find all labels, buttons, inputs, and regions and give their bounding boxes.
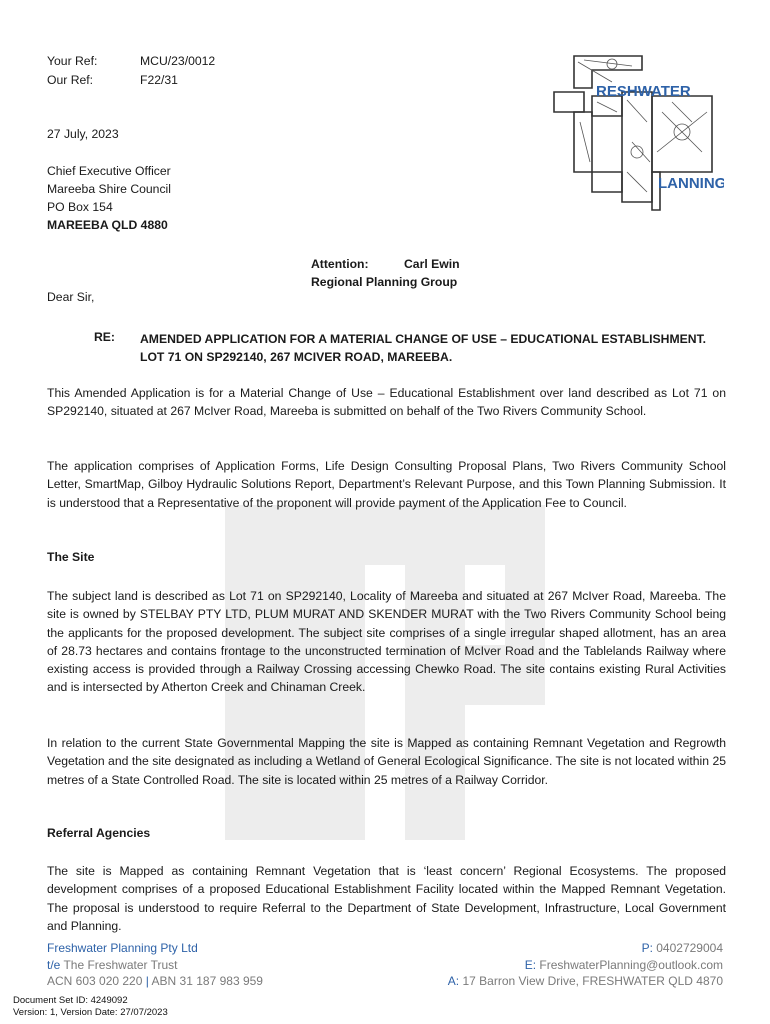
- svg-text:RESHWATER: RESHWATER: [596, 83, 691, 100]
- footer-email[interactable]: FreshwaterPlanning@outlook.com: [539, 957, 723, 972]
- attention-block: [311, 255, 460, 291]
- paragraph-intro: This Amended Application is for a Material Change of Use – Educational Establishment over land described as Lot 71 on SP292140, situated at 267 McIver Road, Mareeba is submitted on behalf of the Two Rivers Community School.: [47, 386, 726, 419]
- freshwater-planning-logo: [552, 52, 724, 212]
- recipient-address: [47, 162, 171, 234]
- footer-phone[interactable]: 0402729004: [656, 941, 723, 955]
- docset-version: Version: 1, Version Date: 27/07/2023: [13, 1007, 168, 1018]
- document-set-stamp: [13, 995, 168, 1019]
- footer-company: Freshwater Planning Pty Ltd: [47, 941, 198, 955]
- footer-abn: ABN 31 187 983 959: [151, 974, 263, 988]
- footer-phone-label: P:: [641, 941, 653, 955]
- your-ref-label: Your Ref:: [47, 54, 98, 68]
- re-line: LOT 71 ON SP292140, 267 MCIVER ROAD, MAREEBA.: [140, 350, 453, 364]
- logo-mark-icon: [552, 52, 724, 212]
- re-label: RE:: [94, 330, 115, 344]
- heading-the-site: The Site: [47, 550, 95, 564]
- paragraph-site: The subject land is described as Lot 71 on SP292140, Locality of Mareeba and situated at 267 McIver Road, Mareeba. The site is owned by STELBAY PTY LTD, PLUM MURAT AND SKENDER MURAT with the Two Rivers Community School being the applicants for the proposed development. The subject site comprises of a single irregular shaped allotment, has an area of 28.73 hectares and contains frontage to the unconstructed termination of McIver Road and the Tablelands Railway where existing access is provided through a Railway Crossing accessing Chewko Road. The site contains existing Rural Activities and is intersected by Atherton Creek and Chinaman Creek.: [47, 589, 726, 695]
- paragraph-application: The application comprises of Application Forms, Life Design Consulting Proposal Plans, Two Rivers Community School Letter, SmartMap, Gilboy Hydraulic Solutions Report, Department’s Relevant Purpose, and this Town Planning Submission. It is understood that a Representative of the proponent will provide payment of the Application Fee to Council.: [47, 459, 726, 510]
- recipient-line: PO Box 154: [47, 200, 113, 214]
- paragraph-mapping: In relation to the current State Governmental Mapping the site is Mapped as containing Remnant Vegetation and Regrowth Vegetation and the site designated as including a Wetland of General Ecological Significance. The site is not located within 25 metres of a State Controlled Road. The site is located within 25 metres of a Railway Corridor.: [47, 736, 726, 787]
- our-ref-label: Our Ref:: [47, 73, 94, 87]
- footer-email-label: E:: [524, 957, 537, 972]
- re-subject: [140, 330, 730, 366]
- footer-address: 17 Barron View Drive, FRESHWATER QLD 4870: [462, 974, 723, 988]
- footer-contact-block: [448, 940, 723, 990]
- footer-trust: The Freshwater Trust: [63, 957, 178, 972]
- attention-name: Carl Ewin: [404, 257, 460, 271]
- your-ref-value: MCU/23/0012: [140, 54, 216, 68]
- recipient-line: Chief Executive Officer: [47, 164, 171, 178]
- footer-acn: ACN 603 020 220: [47, 974, 143, 988]
- recipient-line: Mareeba Shire Council: [47, 182, 171, 196]
- attention-group: Regional Planning Group: [311, 275, 458, 289]
- footer-company-block: Freshwater Planning Pty Ltd t/e The Freshwater Trust ACN 603 020 220 | ABN 31 187 983 959: [47, 941, 263, 988]
- footer-te-prefix: t/e: [47, 957, 61, 972]
- heading-referral-agencies: Referral Agencies: [47, 826, 151, 840]
- our-ref-value: F22/31: [140, 73, 178, 87]
- salutation: Dear Sir,: [47, 290, 95, 304]
- recipient-line: MAREEBA QLD 4880: [47, 218, 168, 232]
- paragraph-referral: The site is Mapped as containing Remnant Vegetation that is ‘least concern’ Regional Ecosystems. The proposed development comprises of a proposed Educational Establishment Facility located within the Mapped Remnant Vegetation. The proposal is understood to require Referral to the Department of State Development, Infrastructure, Local Government and Planning.: [47, 864, 726, 933]
- our-ref-line: [47, 71, 178, 90]
- letter-date: 27 July, 2023: [47, 127, 119, 141]
- svg-text:LANNING: LANNING: [658, 175, 724, 192]
- docset-id: Document Set ID: 4249092: [13, 995, 128, 1006]
- re-line: AMENDED APPLICATION FOR A MATERIAL CHANGE OF USE – EDUCATIONAL ESTABLISHMENT.: [140, 332, 707, 346]
- footer-address-label: A:: [447, 974, 460, 988]
- your-ref-line: [47, 52, 215, 71]
- attention-label: Attention:: [311, 257, 369, 271]
